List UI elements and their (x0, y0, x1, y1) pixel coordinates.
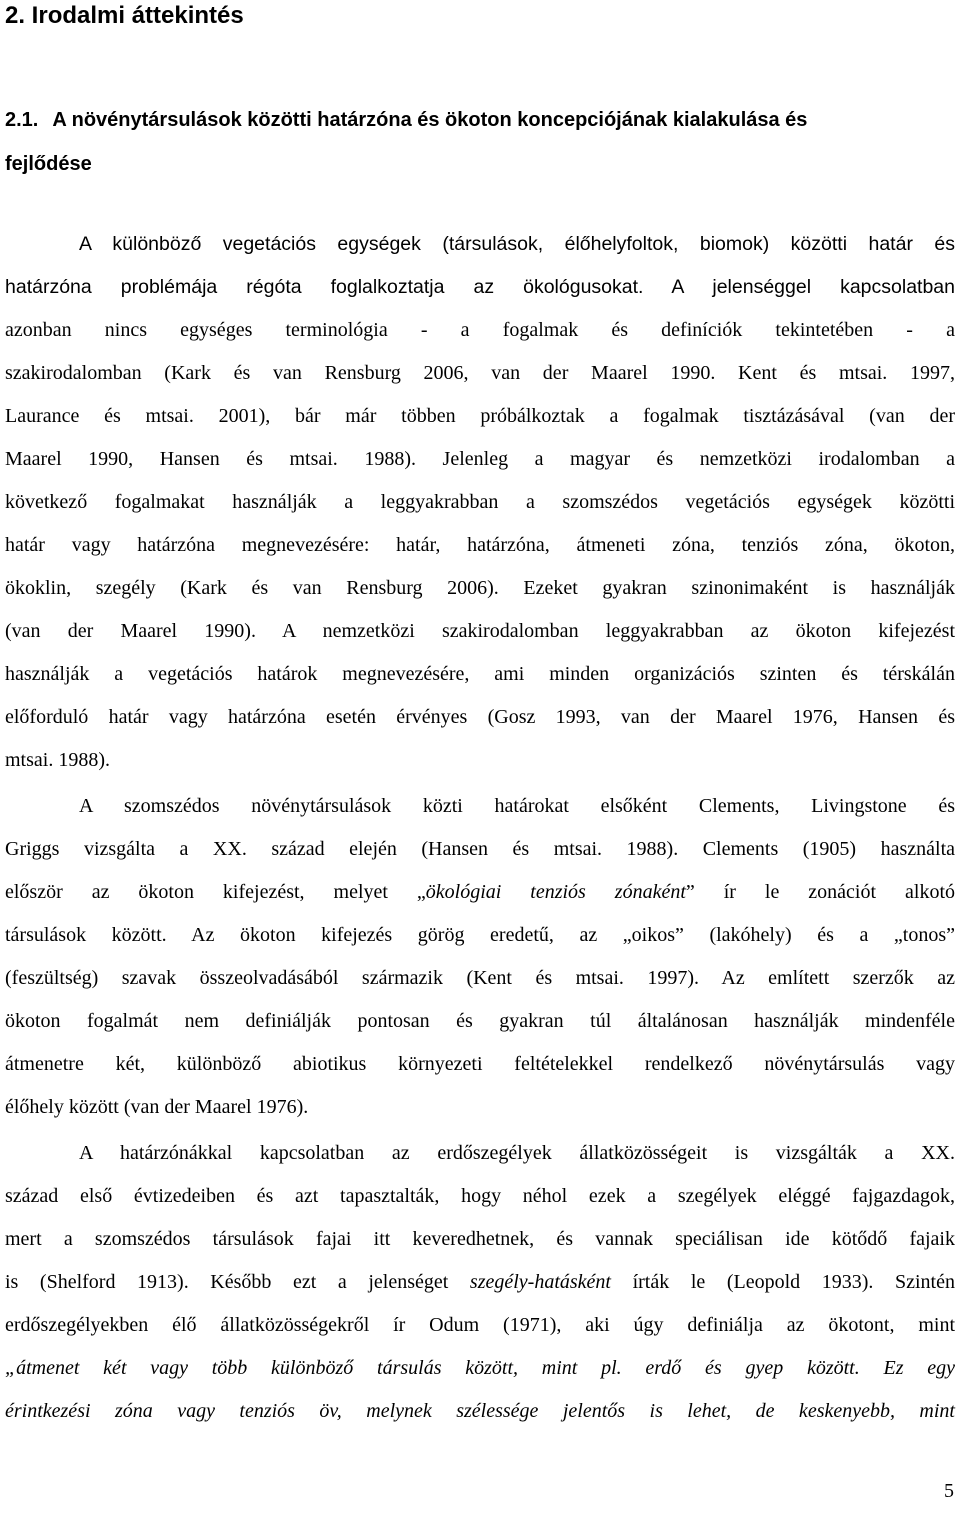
page-number: 5 (944, 1480, 954, 1502)
chapter-heading: 2. Irodalmi áttekintés (5, 2, 244, 29)
paragraph3-line: A határzónákkal kapcsolatban az erdőszegélyek állatközösségeit is vizsgálták a XX. (79, 1142, 955, 1164)
paragraph2-line: Griggs vizsgálta a XX. század elején (Hansen és mtsai. 1988). Clements (1905) használta (5, 838, 955, 860)
paragraph2-line: ökoton fogalmát nem definiálják pontosan és gyakran túl általánosan használják mindenféle (5, 1010, 955, 1032)
section-title-line2: fejlődése (5, 153, 92, 175)
italic-quote-line: érintkezési zóna vagy tenziós öv, melynek szélessége jelentős is lehet, de keskenyebb, mint (5, 1400, 955, 1422)
paragraph1-line: azonban nincs egységes terminológia - a fogalmak és definíciók tekintetében - a (5, 319, 955, 341)
paragraph2-line: társulások között. Az ökoton kifejezés görög eredetű, az „oikos” (lakóhely) és a „tonos” (5, 924, 955, 946)
paragraph2-line3-text: először az ökoton kifejezést, melyet „ (5, 881, 426, 903)
paragraph3-line (5, 1269, 955, 1295)
paragraph1-line: ökoklin, szegély (Kark és van Rensburg 2006). Ezeket gyakran szinonimaként is használják (5, 577, 955, 599)
paragraph1-line: mtsai. 1988). (5, 749, 110, 771)
paragraph1-line: A különböző vegetációs egységek (társulások, élőhelyfoltok, biomok) közötti határ és (79, 233, 955, 255)
paragraph3-line: század első évtizedeiben és azt tapasztalták, hogy néhol ezek a szegélyek eléggé fajgazdagok, (5, 1185, 955, 1207)
paragraph1-line: használják a vegetációs határok megnevezésére, ami minden organizációs szinten és térskálán (5, 663, 955, 685)
paragraph3-line (5, 1398, 955, 1424)
paragraph1-line: előforduló határ vagy határzóna esetén érvényes (Gosz 1993, van der Maarel 1976, Hansen és (5, 706, 955, 728)
italic-term-okologiai-tenzios-zona: ökológiai tenziós zónaként (425, 881, 686, 903)
paragraph1-line: Laurance és mtsai. 2001), bár már többen próbálkoztak a fogalmak tisztázásával (van der (5, 405, 955, 427)
paragraph1-line: határ vagy határzóna megnevezésére: határ, határzóna, átmeneti zóna, tenziós zóna, ökoton, (5, 534, 955, 556)
paragraph3-line: erdőszegélyekben élő állatközösségekről ír Odum (1971), aki úgy definiálja az ökotont, mint (5, 1314, 955, 1336)
paragraph1-line: határzóna problémája régóta foglalkoztatja az ökológusokat. A jelenséggel kapcsolatban (5, 276, 955, 298)
paragraph1-line: (van der Maarel 1990). A nemzetközi szakirodalomban leggyakrabban az ökoton kifejezést (5, 620, 955, 642)
italic-term-szegely-hatas: szegély-hatásként (469, 1271, 611, 1293)
paragraph1-line: szakirodalomban (Kark és van Rensburg 2006, van der Maarel 1990. Kent és mtsai. 1997, (5, 362, 955, 384)
paragraph1-line: következő fogalmakat használják a leggyakrabban a szomszédos vegetációs egységek közötti (5, 491, 955, 513)
paragraph2-line: A szomszédos növénytársulások közti határokat elsőként Clements, Livingstone és (79, 795, 955, 817)
paragraph2-line (5, 879, 955, 905)
paragraph3-line (5, 1355, 955, 1381)
paragraph3-line4-text-end: írták le (Leopold 1933). Szintén (611, 1271, 955, 1293)
italic-quote-line: „átmenet két vagy több különböző társulás között, mint pl. erdő és gyep között. Ez egy (5, 1357, 955, 1379)
paragraph2-line: élőhely között (van der Maarel 1976). (5, 1096, 309, 1118)
paragraph3-line4-text: is (Shelford 1913). Később ezt a jelenséget (5, 1271, 470, 1293)
paragraph3-line: mert a szomszédos társulások fajai itt keveredhetnek, és vannak speciálisan ide kötődő fajaik (5, 1228, 955, 1250)
paragraph1-line: Maarel 1990, Hansen és mtsai. 1988). Jelenleg a magyar és nemzetközi irodalomban a (5, 448, 955, 470)
paragraph2-line: átmenetre két, különböző abiotikus környezeti feltételekkel rendelkező növénytársulás vagy (5, 1053, 955, 1075)
section-heading (5, 98, 952, 186)
paragraph2-line: (feszültség) szavak összeolvadásából származik (Kent és mtsai. 1997). Az említett szerzők az (5, 967, 955, 989)
section-number: 2.1. (5, 109, 39, 131)
paragraph2-line3-text-end: ” ír le zonációt alkotó (685, 881, 955, 903)
section-title-line1: A növénytársulások közötti határzóna és ökoton koncepciójának kialakulása és (52, 109, 808, 131)
